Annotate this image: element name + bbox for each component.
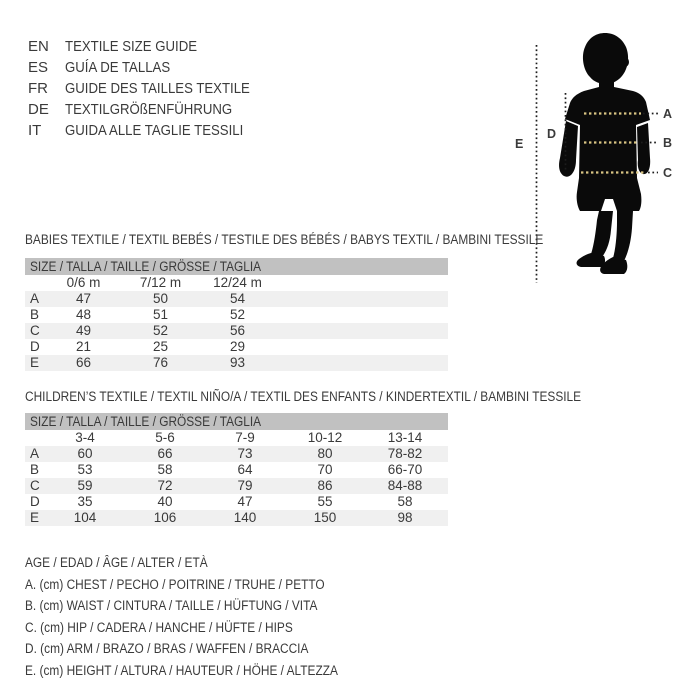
language-code: FR — [28, 80, 48, 97]
legend-chest-line: A. (cm) CHEST / PECHO / POITRINE / TRUHE / PETTO — [25, 576, 325, 592]
column-header: 13-14 — [387, 430, 423, 445]
column-header: 7-9 — [235, 430, 255, 445]
list-item — [28, 57, 275, 78]
arm-label: D — [547, 127, 557, 141]
row-label: E — [30, 355, 40, 370]
row-label: C — [30, 478, 40, 493]
list-item — [28, 36, 275, 57]
table-row: A 60 66 73 80 78-82 — [25, 446, 448, 462]
row-label: A — [30, 446, 40, 461]
guide-title: TEXTILGRÖßENFÜHRUNG — [65, 101, 233, 118]
column-header-row — [25, 430, 448, 446]
table-row: D 35 40 47 55 58 — [25, 494, 448, 510]
waist-label: B — [663, 136, 673, 150]
babies-size-table — [25, 258, 448, 371]
row-label: E — [30, 510, 40, 525]
guide-title: GUÍA DE TALLAS — [65, 59, 171, 76]
measurement-legend — [25, 552, 381, 682]
table-row: D 21 25 29 — [25, 339, 448, 355]
table-header-bar: SIZE / TALLA / TAILLE / GRÖSSE / TAGLIA — [25, 413, 448, 430]
language-title-list — [28, 36, 275, 141]
column-header: 5-6 — [155, 430, 175, 445]
table-row: B 48 51 52 — [25, 307, 448, 323]
guide-title: GUIDA ALLE TAGLIE TESSILI — [65, 122, 244, 139]
list-item — [28, 99, 275, 120]
column-header: 12/24 m — [213, 275, 262, 290]
legend-arm-line: D. (cm) ARM / BRAZO / BRAS / WAFFEN / BRACCIA — [25, 641, 309, 657]
table-row: B 53 58 64 70 66-70 — [25, 462, 448, 478]
table-row: C 49 52 56 — [25, 323, 448, 339]
column-header: 10-12 — [307, 430, 343, 445]
table-row: E 66 76 93 — [25, 355, 448, 371]
guide-title: GUIDE DES TAILLES TEXTILE — [65, 80, 250, 97]
language-code: IT — [28, 122, 42, 139]
column-header: 0/6 m — [66, 275, 101, 290]
table-row: C 59 72 79 86 84-88 — [25, 478, 448, 494]
height-label: E — [515, 137, 524, 151]
list-item — [28, 120, 275, 141]
language-code: EN — [28, 38, 49, 55]
table-row: E 104 106 140 150 98 — [25, 510, 448, 526]
row-label: B — [30, 462, 40, 477]
child-silhouette-figure — [500, 20, 700, 290]
row-label: C — [30, 323, 40, 338]
hip-label: C — [663, 166, 673, 180]
column-header-row — [25, 275, 448, 291]
table-row: A 47 50 54 — [25, 291, 448, 307]
language-code: DE — [28, 101, 49, 118]
row-label: D — [30, 339, 40, 354]
row-label: D — [30, 494, 40, 509]
children-size-table — [25, 413, 448, 526]
list-item — [28, 78, 275, 99]
legend-hip-line: C. (cm) HIP / CADERA / HANCHE / HÜFTE / HIPS — [25, 619, 293, 635]
column-header: 3-4 — [75, 430, 95, 445]
row-label: A — [30, 291, 40, 306]
column-header: 7/12 m — [139, 275, 182, 290]
row-label: B — [30, 307, 40, 322]
legend-age-line: AGE / EDAD / ÂGE / ALTER / ETÀ — [25, 555, 208, 570]
babies-section-title: BABIES TEXTILE / TEXTIL BEBÉS / TESTILE DES BÉBÉS / BABYS TEXTIL / BAMBINI TESSILE — [25, 232, 544, 247]
table-header-bar: SIZE / TALLA / TAILLE / GRÖSSE / TAGLIA — [25, 258, 448, 275]
legend-height-line: E. (cm) HEIGHT / ALTURA / HAUTEUR / HÖHE / ALTEZZA — [25, 662, 338, 678]
guide-title: TEXTILE SIZE GUIDE — [65, 38, 198, 55]
language-code: ES — [28, 59, 49, 76]
chest-label: A — [663, 107, 673, 121]
legend-waist-line: B. (cm) WAIST / CINTURA / TAILLE / HÜFTUNG / VITA — [25, 598, 318, 614]
children-section-title: CHILDREN’S TEXTILE / TEXTIL NIÑO/A / TEXTIL DES ENFANTS / KINDERTEXTIL / BAMBINI TESSILE — [25, 389, 582, 404]
